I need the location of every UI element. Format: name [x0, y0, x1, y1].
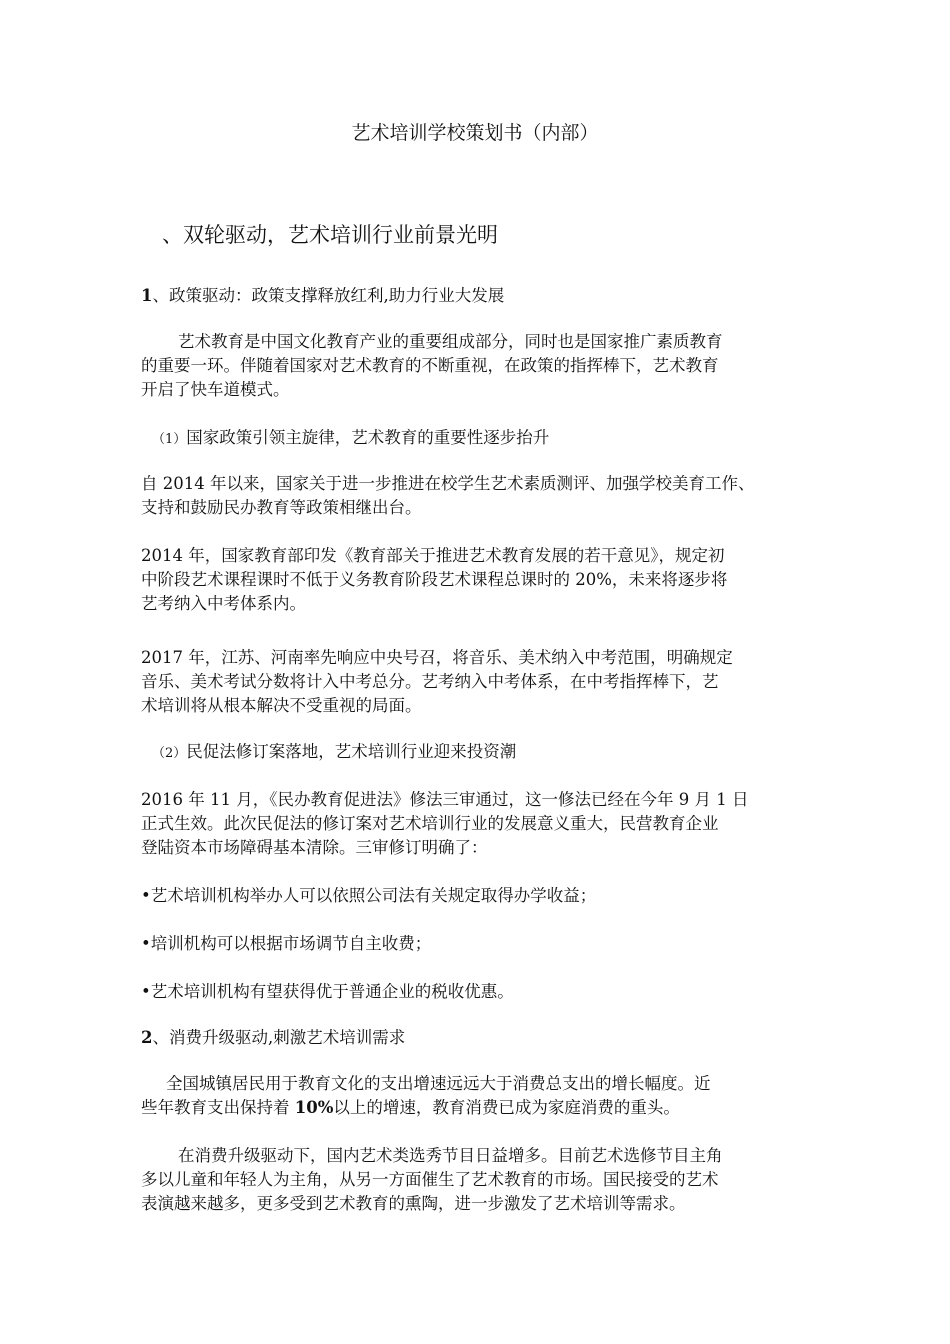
paragraph-line: 表演越来越多，更多受到艺术教育的熏陶，进一步激发了艺术培训等需求。: [141, 1194, 686, 1213]
subsection-text: 、政策驱动：政策支撑释放红利,助力行业大发展: [152, 286, 505, 305]
paragraph-line: 多以儿童和年轻人为主角，从另一方面催生了艺术教育的市场。国民接受的艺术: [141, 1170, 719, 1189]
subsection-heading-1: [141, 285, 504, 307]
paragraph-line: 的重要一环。伴随着国家对艺术教育的不断重视，在政策的指挥棒下，艺术教育: [141, 356, 719, 375]
sub-heading-text: 民促法修订案落地，艺术培训行业迎来投资潮: [186, 742, 517, 761]
list-marker: （1）: [152, 432, 187, 447]
paragraph-line: 2014 年，国家教育部印发《教育部关于推进艺术教育发展的若干意见》，规定初: [141, 546, 725, 565]
paragraph-line: 全国城镇居民用于教育文化的支出增速远远大于消费总支出的增长幅度。近: [166, 1074, 711, 1093]
text-run: 些年教育支出保持着: [141, 1098, 295, 1117]
paragraph-line: 术培训将从根本解决不受重视的局面。: [141, 696, 422, 715]
paragraph-line: 开启了快车道模式。: [141, 380, 290, 399]
paragraph-line: 艺术教育是中国文化教育产业的重要组成部分，同时也是国家推广素质教育: [178, 332, 723, 351]
paragraph-line: 中阶段艺术课程课时不低于义务教育阶段艺术课程总课时的 20%，未来将逐步将: [141, 570, 728, 589]
subsection-text: 、消费升级驱动,刺激艺术培训需求: [152, 1028, 406, 1047]
bullet-item: •艺术培训机构举办人可以依照公司法有关规定取得办学收益；: [141, 886, 597, 905]
bullet-item: •培训机构可以根据市场调节自主收费；: [141, 934, 432, 953]
subsection-number: 1: [141, 286, 153, 305]
document-title: 艺术培训学校策划书（内部）: [351, 122, 599, 144]
paragraph-line: [141, 1097, 680, 1119]
bullet-item: •艺术培训机构有望获得优于普通企业的税收优惠。: [141, 982, 514, 1001]
subsection-heading-2: [141, 1027, 405, 1049]
section-heading: 、双轮驱动，艺术培训行业前景光明: [162, 223, 498, 247]
paragraph-line: 自 2014 年以来，国家关于进一步推进在校学生艺术素质测评、加强学校美育工作、: [141, 474, 755, 493]
list-marker: （2）: [152, 746, 187, 761]
paragraph-line: 在消费升级驱动下，国内艺术类选秀节目日益增多。目前艺术选修节目主角: [178, 1146, 723, 1165]
paragraph-line: 2016 年 11 月，《民办教育促进法》修法三审通过，这一修法已经在今年 9 月 1 日: [141, 790, 749, 809]
paragraph-line: 支持和鼓励民办教育等政策相继出台。: [141, 498, 422, 517]
subsection-number: 2: [141, 1028, 153, 1047]
paragraph-line: 艺考纳入中考体系内。: [141, 594, 306, 613]
paragraph-line: 正式生效。此次民促法的修订案对艺术培训行业的发展意义重大，民营教育企业: [141, 814, 719, 833]
percentage-value: 10%: [294, 1098, 334, 1117]
sub-heading-1: [152, 427, 549, 451]
paragraph-line: 登陆资本市场障碍基本清除。三审修订明确了：: [141, 838, 488, 857]
text-run: 以上的增速，教育消费已成为家庭消费的重头。: [333, 1098, 680, 1117]
paragraph-line: 音乐、美术考试分数将计入中考总分。艺考纳入中考体系，在中考指挥棒下，艺: [141, 672, 719, 691]
paragraph-line: 2017 年，江苏、河南率先响应中央号召，将音乐、美术纳入中考范围，明确规定: [141, 648, 733, 667]
sub-heading-2: [152, 741, 516, 765]
sub-heading-text: 国家政策引领主旋律，艺术教育的重要性逐步抬升: [186, 428, 550, 447]
